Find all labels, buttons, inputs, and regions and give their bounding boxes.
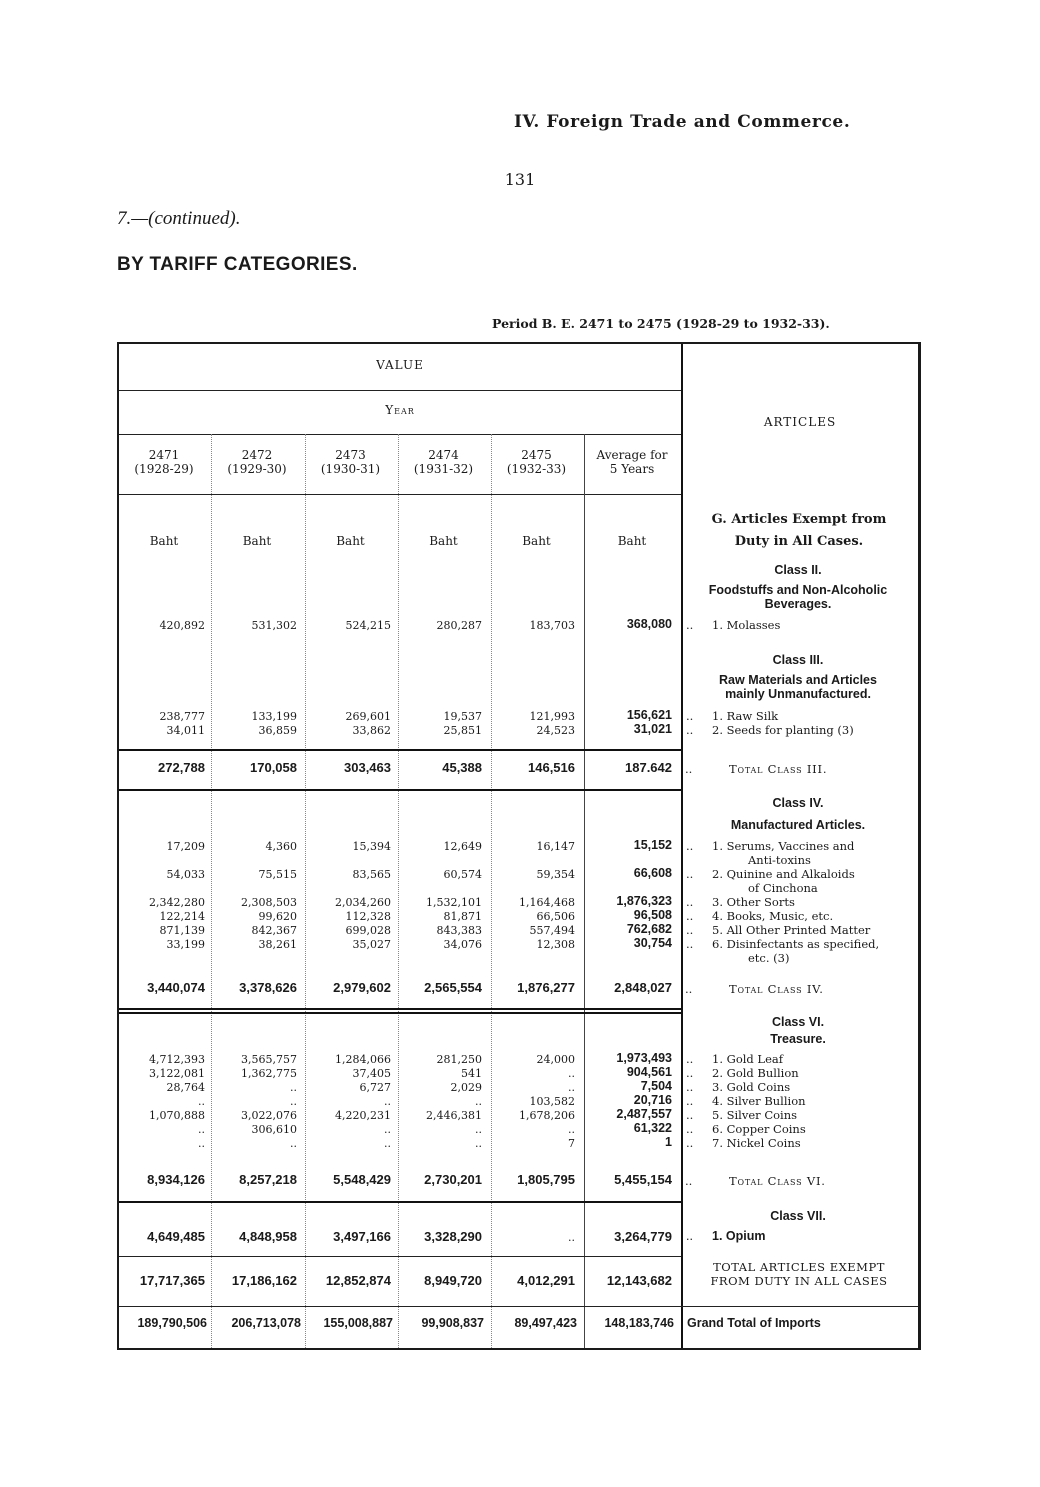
class-7-title: Class VII. — [770, 1209, 826, 1223]
class-3-title: Class III. — [772, 653, 824, 667]
section-title: IV. Foreign Trade and Commerce. — [514, 112, 851, 132]
articles-header: ARTICLES — [763, 415, 837, 429]
value-header: VALUE — [376, 358, 424, 372]
tariff-heading: BY TARIFF CATEGORIES. — [117, 254, 358, 275]
col-average: Average for 5 Years — [596, 448, 668, 476]
col-year-2474: 2474 (1931-32) — [413, 448, 474, 476]
class-2-title: Class II. — [774, 563, 822, 577]
unit-baht: Baht — [336, 534, 365, 548]
unit-baht: Baht — [242, 534, 272, 548]
unit-baht: Baht — [149, 534, 179, 548]
unit-baht: Baht — [429, 534, 458, 548]
class-4-subtitle: Manufactured Articles. — [730, 818, 866, 832]
class-6-title: Class VI. — [771, 1015, 825, 1029]
unit-baht: Baht — [522, 534, 551, 548]
class-4-title: Class IV. — [772, 796, 824, 810]
col-year-2475: 2475 (1932-33) — [506, 448, 567, 476]
class-6-subtitle: Treasure. — [770, 1032, 826, 1046]
period-label: Period B. E. 2471 to 2475 (1928-29 to 1932-33). — [492, 316, 830, 331]
group-g-title: G. Articles Exempt from Duty in All Cases. — [711, 512, 887, 549]
col-year-2472: 2472 (1929-30) — [227, 448, 287, 476]
class-2-subtitle: Foodstuffs and Non-Alcoholic Beverages. — [708, 583, 888, 611]
continued-label: 7.—(continued). — [117, 208, 241, 229]
page-number: 131 — [504, 170, 536, 189]
col-year-2471: 2471 (1928-29) — [134, 448, 194, 476]
col-year-2473: 2473 (1930-31) — [320, 448, 381, 476]
class-3-subtitle: Raw Materials and Articles mainly Unmanufactured. — [719, 673, 877, 701]
year-header: Year — [385, 403, 415, 417]
unit-baht: Baht — [617, 534, 647, 548]
